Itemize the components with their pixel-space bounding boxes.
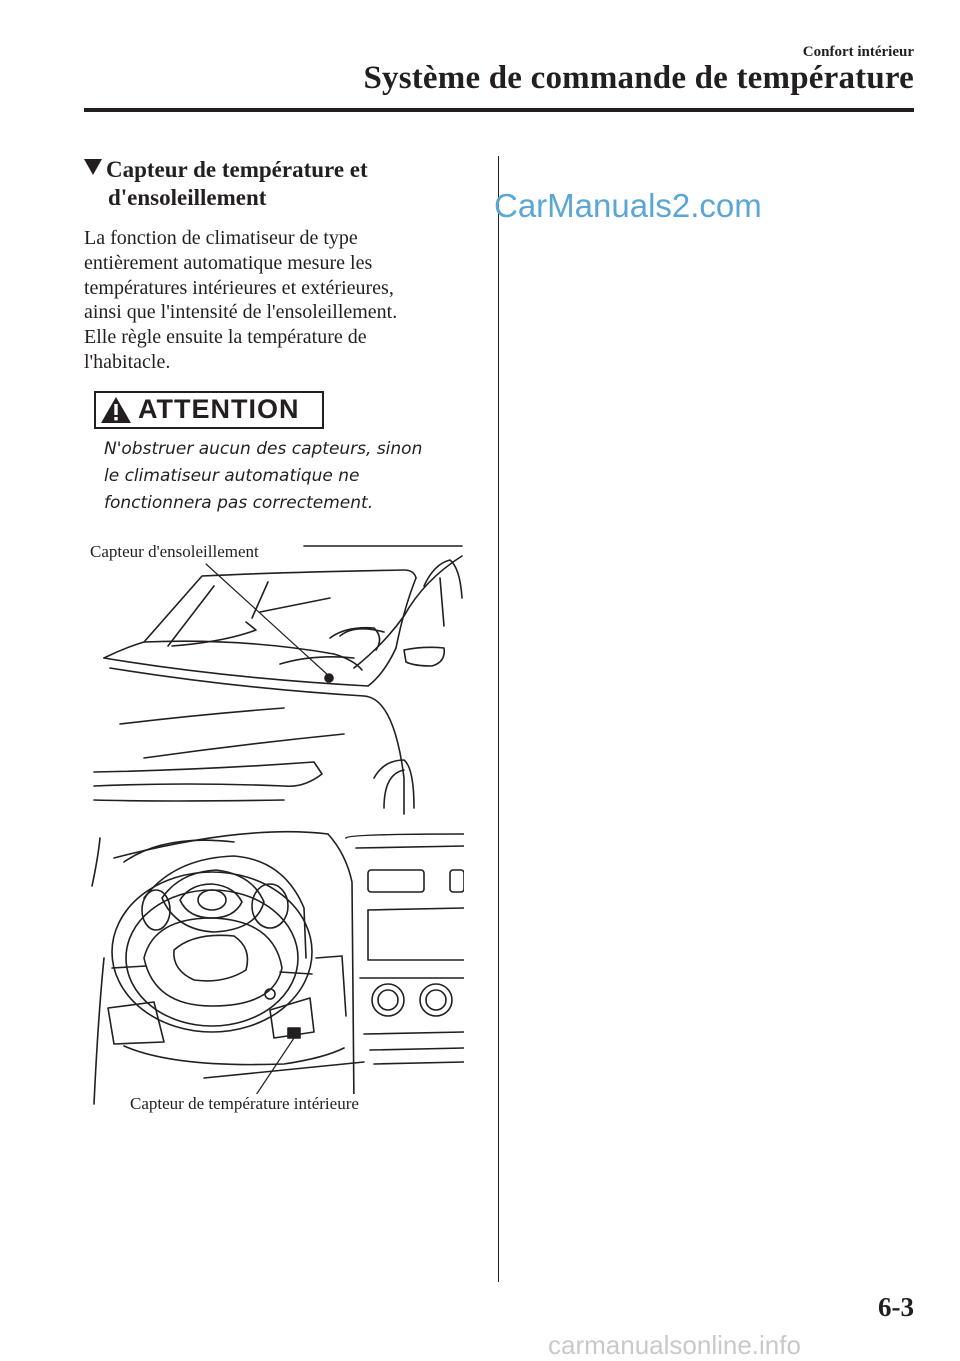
triangle-down-icon	[84, 159, 102, 175]
running-header-section: Confort intérieur	[802, 44, 914, 60]
section-heading-line2: d'ensoleillement	[108, 185, 267, 210]
attention-label: ATTENTION	[138, 394, 300, 424]
section-heading-line1: Capteur de température et	[106, 157, 368, 182]
figure-label-interior-sensor: Capteur de température intérieure	[130, 1094, 359, 1113]
running-header-title: Système de commande de température	[363, 60, 914, 96]
body-line: entièrement automatique mesure les	[84, 251, 373, 274]
section-heading	[84, 156, 484, 212]
attention-line: fonctionnera pas correctement.	[104, 493, 374, 513]
watermark-link[interactable]: CarManuals2.com	[494, 187, 762, 224]
body-line: La fonction de climatiseur de type	[84, 227, 358, 249]
body-line: températures intérieures et extérieures,	[84, 276, 394, 299]
header-rule	[84, 108, 914, 112]
dashboard-drawing	[92, 832, 464, 1108]
warning-triangle-icon	[100, 396, 132, 424]
footer-watermark-link[interactable]: carmanualsonline.info	[548, 1330, 801, 1360]
body-line: l'habitacle.	[84, 350, 171, 373]
section-body	[84, 226, 484, 375]
sensor-location-illustration	[84, 538, 464, 1118]
body-line: ainsi que l'intensité de l'ensoleillement.	[84, 301, 398, 324]
attention-text	[104, 436, 484, 517]
attention-line: le climatiseur automatique ne	[104, 466, 360, 486]
page-number: 6-3	[878, 1292, 914, 1322]
body-line: Elle règle ensuite la température de	[84, 326, 367, 349]
figure-label-sun-sensor: Capteur d'ensoleillement	[90, 542, 259, 561]
car-exterior-drawing	[94, 546, 462, 814]
attention-line: N'obstruer aucun des capteurs, sinon	[104, 439, 423, 459]
column-divider	[498, 156, 499, 1282]
attention-box	[94, 391, 324, 429]
